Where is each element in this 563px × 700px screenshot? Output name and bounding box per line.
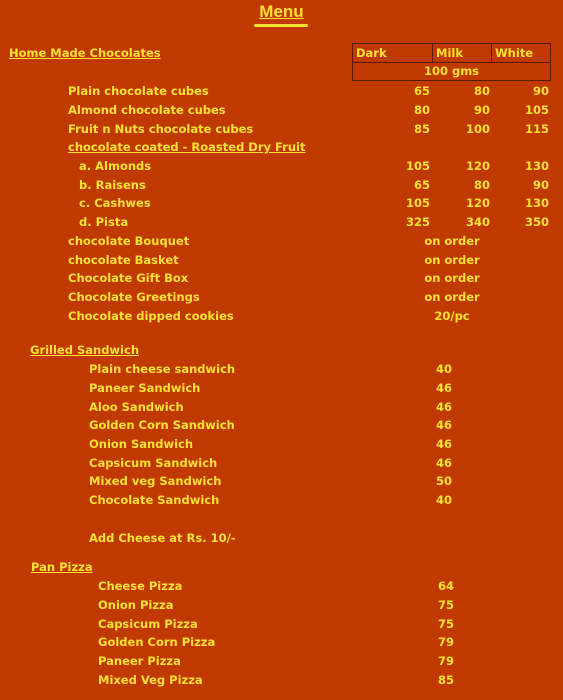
price-white: 90 bbox=[532, 178, 549, 192]
item-price: 75 bbox=[437, 617, 454, 631]
item-price: 46 bbox=[435, 418, 452, 432]
item-price: 46 bbox=[435, 400, 452, 414]
item-price: on order bbox=[424, 234, 480, 248]
item-name: Mixed Veg Pizza bbox=[98, 673, 203, 687]
menu-title: Menu bbox=[259, 2, 304, 21]
item-price: 64 bbox=[437, 579, 454, 593]
coated-heading: chocolate coated - Roasted Dry Fruit bbox=[68, 140, 306, 154]
item-price: 46 bbox=[435, 381, 452, 395]
item-name: Aloo Sandwich bbox=[89, 400, 184, 414]
item-price: on order bbox=[424, 290, 480, 304]
item-price: 40 bbox=[435, 362, 452, 376]
item-price: on order bbox=[424, 253, 480, 267]
price-white: 130 bbox=[524, 196, 549, 210]
price-dark: 325 bbox=[405, 215, 430, 229]
item-name: Plain chocolate cubes bbox=[68, 84, 209, 98]
item-name: Capsicum Sandwich bbox=[89, 456, 218, 470]
item-name: Mixed veg Sandwich bbox=[89, 474, 222, 488]
add-cheese-note: Add Cheese at Rs. 10/- bbox=[89, 531, 236, 545]
price-milk: 100 bbox=[465, 122, 490, 136]
col-dark-header: Dark bbox=[353, 44, 433, 63]
sandwich-heading: Grilled Sandwich bbox=[30, 343, 140, 357]
item-name: chocolate Basket bbox=[68, 253, 179, 267]
price-dark: 105 bbox=[405, 196, 430, 210]
item-price: 46 bbox=[435, 437, 452, 451]
item-name: Onion Pizza bbox=[98, 598, 174, 612]
item-name: d. Pista bbox=[79, 215, 129, 229]
price-dark: 65 bbox=[413, 84, 430, 98]
item-name: chocolate Bouquet bbox=[68, 234, 190, 248]
item-name: Cheese Pizza bbox=[98, 579, 183, 593]
unit-header: 100 gms bbox=[353, 62, 551, 81]
price-milk: 120 bbox=[465, 159, 490, 173]
price-milk: 340 bbox=[465, 215, 490, 229]
item-name: Onion Sandwich bbox=[89, 437, 194, 451]
item-name: b. Raisens bbox=[79, 178, 146, 192]
item-name: a. Almonds bbox=[79, 159, 152, 173]
item-name: Golden Corn Pizza bbox=[98, 635, 216, 649]
col-milk-header: Milk bbox=[433, 44, 492, 63]
price-dark: 85 bbox=[413, 122, 430, 136]
item-name: Plain cheese sandwich bbox=[89, 362, 236, 376]
item-price: 46 bbox=[435, 456, 452, 470]
item-name: Paneer Pizza bbox=[98, 654, 181, 668]
price-white: 130 bbox=[524, 159, 549, 173]
item-price: on order bbox=[424, 271, 480, 285]
item-name: Chocolate dipped cookies bbox=[68, 309, 234, 323]
price-dark: 80 bbox=[413, 103, 430, 117]
title-underline-bar bbox=[254, 24, 308, 27]
item-price: 50 bbox=[435, 474, 452, 488]
item-name: Chocolate Greetings bbox=[68, 290, 200, 304]
item-price: 79 bbox=[437, 635, 454, 649]
item-name: Golden Corn Sandwich bbox=[89, 418, 235, 432]
price-dark: 105 bbox=[405, 159, 430, 173]
item-price: 20/pc bbox=[434, 309, 470, 323]
item-name: Chocolate Sandwich bbox=[89, 493, 220, 507]
pizza-heading: Pan Pizza bbox=[31, 560, 93, 574]
price-dark: 65 bbox=[413, 178, 430, 192]
item-price: 85 bbox=[437, 673, 454, 687]
price-white: 115 bbox=[524, 122, 549, 136]
item-name: Capsicum Pizza bbox=[98, 617, 198, 631]
item-name: Almond chocolate cubes bbox=[68, 103, 226, 117]
item-name: Paneer Sandwich bbox=[89, 381, 201, 395]
item-name: Fruit n Nuts chocolate cubes bbox=[68, 122, 254, 136]
price-white: 350 bbox=[524, 215, 549, 229]
chocolate-price-header-table bbox=[352, 43, 551, 81]
price-milk: 80 bbox=[473, 178, 490, 192]
item-price: 40 bbox=[435, 493, 452, 507]
item-price: 79 bbox=[437, 654, 454, 668]
price-white: 105 bbox=[524, 103, 549, 117]
item-name: Chocolate Gift Box bbox=[68, 271, 189, 285]
price-white: 90 bbox=[532, 84, 549, 98]
price-milk: 90 bbox=[473, 103, 490, 117]
price-milk: 120 bbox=[465, 196, 490, 210]
item-price: 75 bbox=[437, 598, 454, 612]
item-name: c. Cashwes bbox=[79, 196, 151, 210]
chocolates-heading: Home Made Chocolates bbox=[9, 46, 161, 60]
col-white-header: White bbox=[492, 44, 551, 63]
price-milk: 80 bbox=[473, 84, 490, 98]
